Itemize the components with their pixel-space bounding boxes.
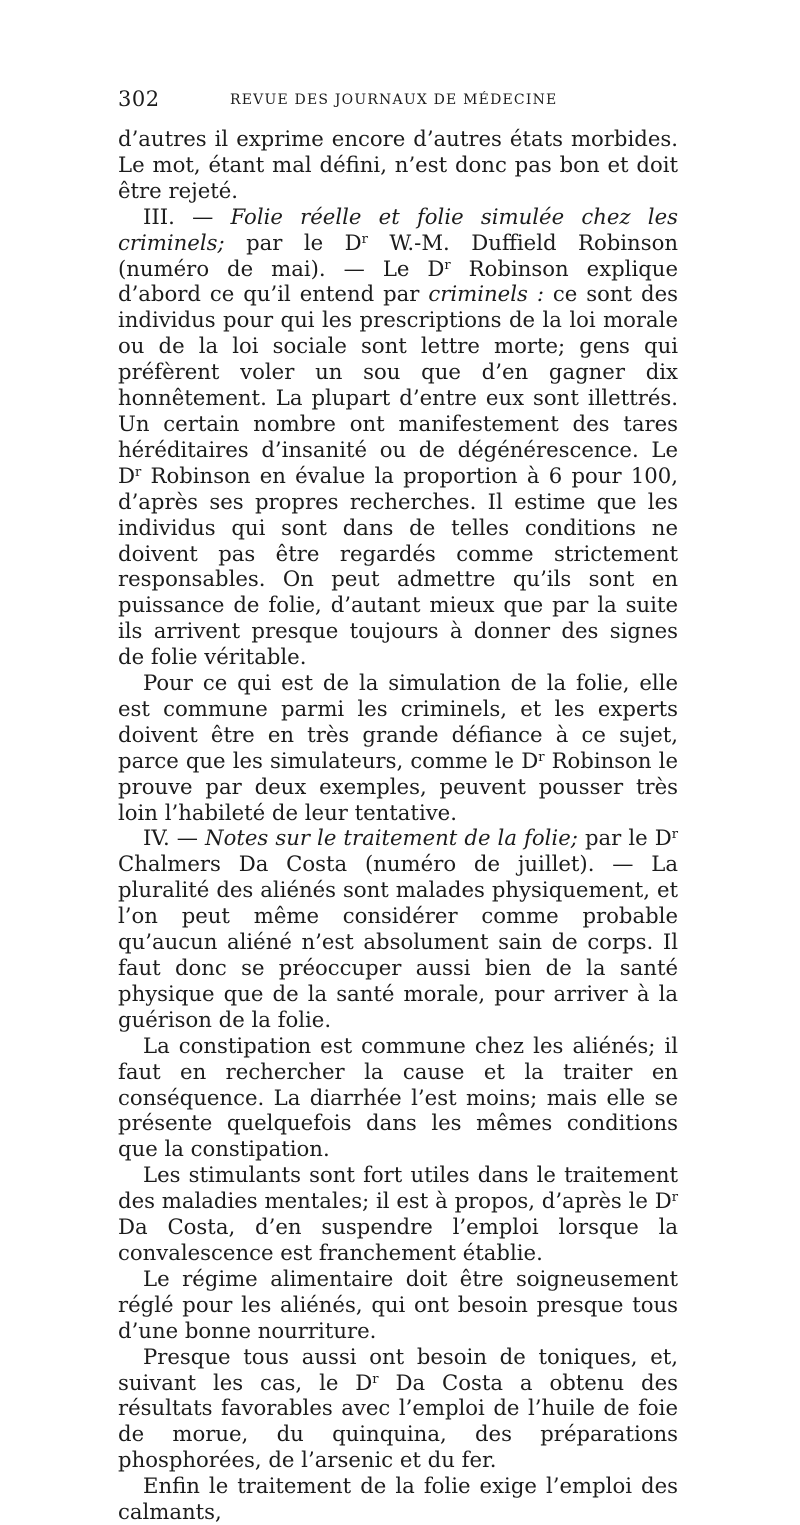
body-text: [118, 126, 678, 1525]
paragraph-simulation: Pour ce qui est de la simulation de la folie, elle est commune parmi les criminels, et les experts doivent être en très grande défiance à ce sujet, parce que les simulateurs, comme le $D^r$ Robinson le prouve par deux exemples, peuvent pousser très loin l’habileté de leur tentative.: [118, 670, 678, 825]
section-number: III. —: [143, 203, 231, 229]
section-title: Notes sur le traitement de la folie;: [205, 825, 578, 851]
paragraph-1: d’autres il exprime encore d’autres états morbides. Le mot, étant mal défini, n’est donc pas bon et doit être rejeté.: [118, 126, 678, 203]
paragraph-regime: Le régime alimentaire doit être soigneusement réglé pour les aliénés, qui ont besoin presque tous d’une bonne nourriture.: [118, 1265, 678, 1343]
paragraph-section-iv: IV. — Notes sur le traitement de la folie; par le $D^r$ Chalmers Da Costa (numéro de juillet). — La pluralité des aliénés sont malades physiquement, et l’on peut même considérer comme probable qu’aucun aliéné n’est absolument sain de corps. Il faut donc se préoccuper aussi bien de la santé physique que de la santé morale, pour arriver à la guérison de la folie.: [118, 825, 678, 1032]
paragraph-stimulants: Les stimulants sont fort utiles dans le traitement des maladies mentales; il est à propos, d’après le $D^r$ Da Costa, d’en suspendre l’emploi lorsque la convalescence est franchement établie.: [118, 1162, 678, 1265]
paragraph-calmants: Enfin le traitement de la folie exige l’emploi des calmants,: [118, 1473, 678, 1525]
page-number: 302: [118, 87, 160, 111]
running-head: REVUE DES JOURNAUX DE MÉDECINE: [230, 92, 558, 108]
paragraph-constipation: La constipation est commune chez les aliénés; il faut en rechercher la cause et la traiter en conséquence. La diarrhée l’est moins; mais elle se présente quelquefois dans les mêmes conditions que la constipation.: [118, 1032, 678, 1162]
page-header: [118, 87, 678, 113]
section-number: IV. —: [143, 825, 206, 851]
italic-term: criminels :: [428, 281, 544, 307]
section-title: Folie réelle et folie simulée chez les criminels;: [118, 203, 678, 255]
paragraph-section-iii: III. — Folie réelle et folie simulée chez les criminels; par le $D^r$ W.-M. Duffield Robinson (numéro de mai). — Le $D^r$ Robinson explique d’abord ce qu’il entend par criminels : ce sont des individus pour qui les prescriptions de la loi morale ou de la loi sociale sont lettre morte; gens qui préfèrent voler un sou que d’en gagner dix honnêtement. La plupart d’entre eux sont illettrés. Un certain nombre ont manifestement des tares héréditaires d’insanité ou de dégénérescence. Le $D^r$ Robinson en évalue la proportion à 6 pour 100, d’après ses propres recherches. Il estime que les individus qui sont dans de telles conditions ne doivent pas être regardés comme strictement responsables. On peut admettre qu’ils sont en puissance de folie, d’autant mieux que par la suite ils arrivent presque toujours à donner des signes de folie véritable.: [118, 203, 678, 670]
paragraph-toniques: Presque tous aussi ont besoin de toniques, et, suivant les cas, le $D^r$ Da Costa a obtenu des résultats favorables avec l’emploi de l’huile de foie de morue, du quinquina, des préparations phosphorées, de l’arsenic et du fer.: [118, 1343, 678, 1473]
